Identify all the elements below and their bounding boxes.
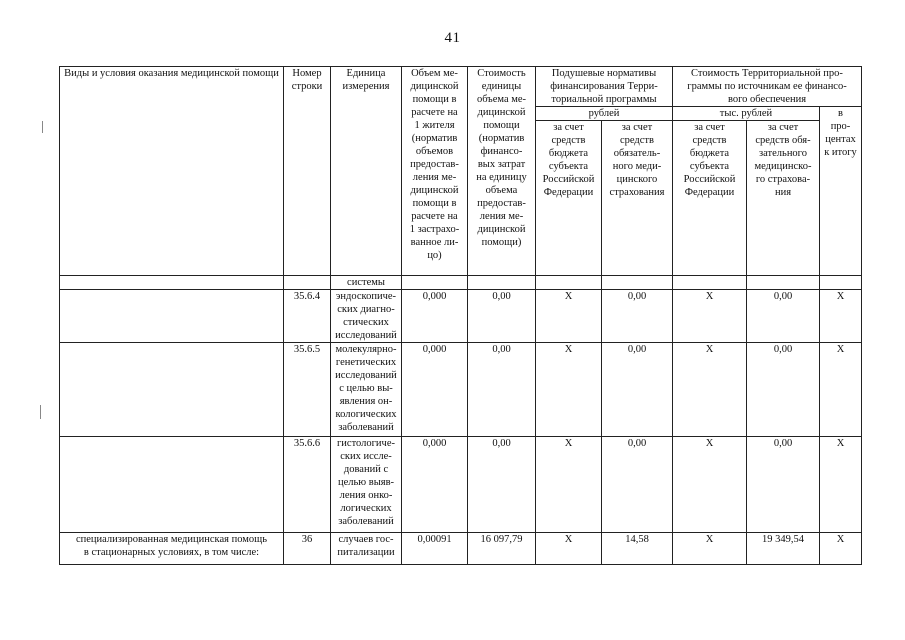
- row-budget-total: Х: [673, 533, 747, 565]
- table-row: [60, 437, 862, 533]
- row-unit: молекулярно- генетических исследований с целью вы- явления он- кологических заболеваний: [331, 343, 402, 437]
- scan-mark: [40, 405, 41, 419]
- row-number: 36: [284, 533, 331, 565]
- header-cost-territorial: Стоимость Территориальной про- граммы по источникам ее финансо- вого обеспечения: [673, 67, 862, 107]
- row-budget-per-capita: Х: [536, 533, 602, 565]
- row-volume: 0,00091: [402, 533, 468, 565]
- header-unit: Единица измерения: [331, 67, 402, 276]
- header-thousand-rubles: тыс. рублей: [673, 107, 820, 121]
- continuation-cell: [468, 276, 536, 290]
- row-number: 35.6.5: [284, 343, 331, 437]
- row-unit: случаев гос- питализации: [331, 533, 402, 565]
- row-unit: гистологиче- ских иссле- дований с целью выяв- ления онко- логических заболеваний: [331, 437, 402, 533]
- header-volume: Объем ме- дицинской помощи в расчете на 1 жителя (норматив объемов предостав- ления ме- дицинской помощи в расчете на 1 застрахо- ванное ли- цо): [402, 67, 468, 276]
- continuation-cell: [747, 276, 820, 290]
- header-cost: Стоимость единицы объема ме- дицинской помощи (норматив финансо- вых затрат на единицу объема предостав- ления ме- дицинской помощи): [468, 67, 536, 276]
- header-oms-per-capita: за счет средств обязатель- ного меди- цинского страхования: [602, 121, 673, 276]
- medical-care-table: [59, 66, 862, 565]
- row-name: специализированная медицинская помощь в стационарных условиях, в том числе:: [60, 533, 284, 565]
- row-percent: Х: [820, 533, 862, 565]
- row-oms-per-capita: 0,00: [602, 290, 673, 343]
- row-cost: 0,00: [468, 290, 536, 343]
- continuation-cell: [536, 276, 602, 290]
- row-percent: Х: [820, 343, 862, 437]
- continuation-cell: [820, 276, 862, 290]
- row-oms-total: 0,00: [747, 290, 820, 343]
- row-cost: 16 097,79: [468, 533, 536, 565]
- row-volume: 0,000: [402, 343, 468, 437]
- row-budget-total: Х: [673, 437, 747, 533]
- continuation-num-cell: [284, 276, 331, 290]
- row-number: 35.6.6: [284, 437, 331, 533]
- row-unit: эндоскопиче- ских диагно- стических исследований: [331, 290, 402, 343]
- table-row: [60, 343, 862, 437]
- row-oms-per-capita: 0,00: [602, 437, 673, 533]
- row-budget-total: Х: [673, 343, 747, 437]
- continuation-cell: [602, 276, 673, 290]
- row-oms-per-capita: 0,00: [602, 343, 673, 437]
- row-percent: Х: [820, 290, 862, 343]
- row-cost: 0,00: [468, 343, 536, 437]
- header-kinds: Виды и условия оказания медицинской помощи: [60, 67, 284, 276]
- row-budget-per-capita: Х: [536, 437, 602, 533]
- continuation-cell: [673, 276, 747, 290]
- continuation-cell: [402, 276, 468, 290]
- header-oms-total: за счет средств обя- зательного медицинско- го страхова- ния: [747, 121, 820, 276]
- row-number: 35.6.4: [284, 290, 331, 343]
- header-per-capita: Подушевые нормативы финансирования Терри- ториальной программы: [536, 67, 673, 107]
- continuation-name-cell: [60, 276, 284, 290]
- table-row: [60, 290, 862, 343]
- row-oms-per-capita: 14,58: [602, 533, 673, 565]
- scan-mark: [42, 121, 43, 133]
- row-volume: 0,000: [402, 437, 468, 533]
- row-name: [60, 290, 284, 343]
- header-percent: в про- центах к итогу: [820, 107, 862, 276]
- table-row: [60, 533, 862, 565]
- header-row-number: Номер строки: [284, 67, 331, 276]
- row-name: [60, 343, 284, 437]
- row-budget-per-capita: Х: [536, 343, 602, 437]
- row-cost: 0,00: [468, 437, 536, 533]
- header-budget-total: за счет средств бюджета субъекта Российской Федерации: [673, 121, 747, 276]
- header-rubles: рублей: [536, 107, 673, 121]
- header-budget-per-capita: за счет средств бюджета субъекта Российской Федерации: [536, 121, 602, 276]
- row-budget-per-capita: Х: [536, 290, 602, 343]
- continuation-unit: системы: [331, 276, 402, 290]
- row-budget-total: Х: [673, 290, 747, 343]
- page-number: 41: [444, 30, 461, 46]
- row-oms-total: 0,00: [747, 437, 820, 533]
- row-oms-total: 0,00: [747, 343, 820, 437]
- row-oms-total: 19 349,54: [747, 533, 820, 565]
- row-percent: Х: [820, 437, 862, 533]
- row-name: [60, 437, 284, 533]
- row-volume: 0,000: [402, 290, 468, 343]
